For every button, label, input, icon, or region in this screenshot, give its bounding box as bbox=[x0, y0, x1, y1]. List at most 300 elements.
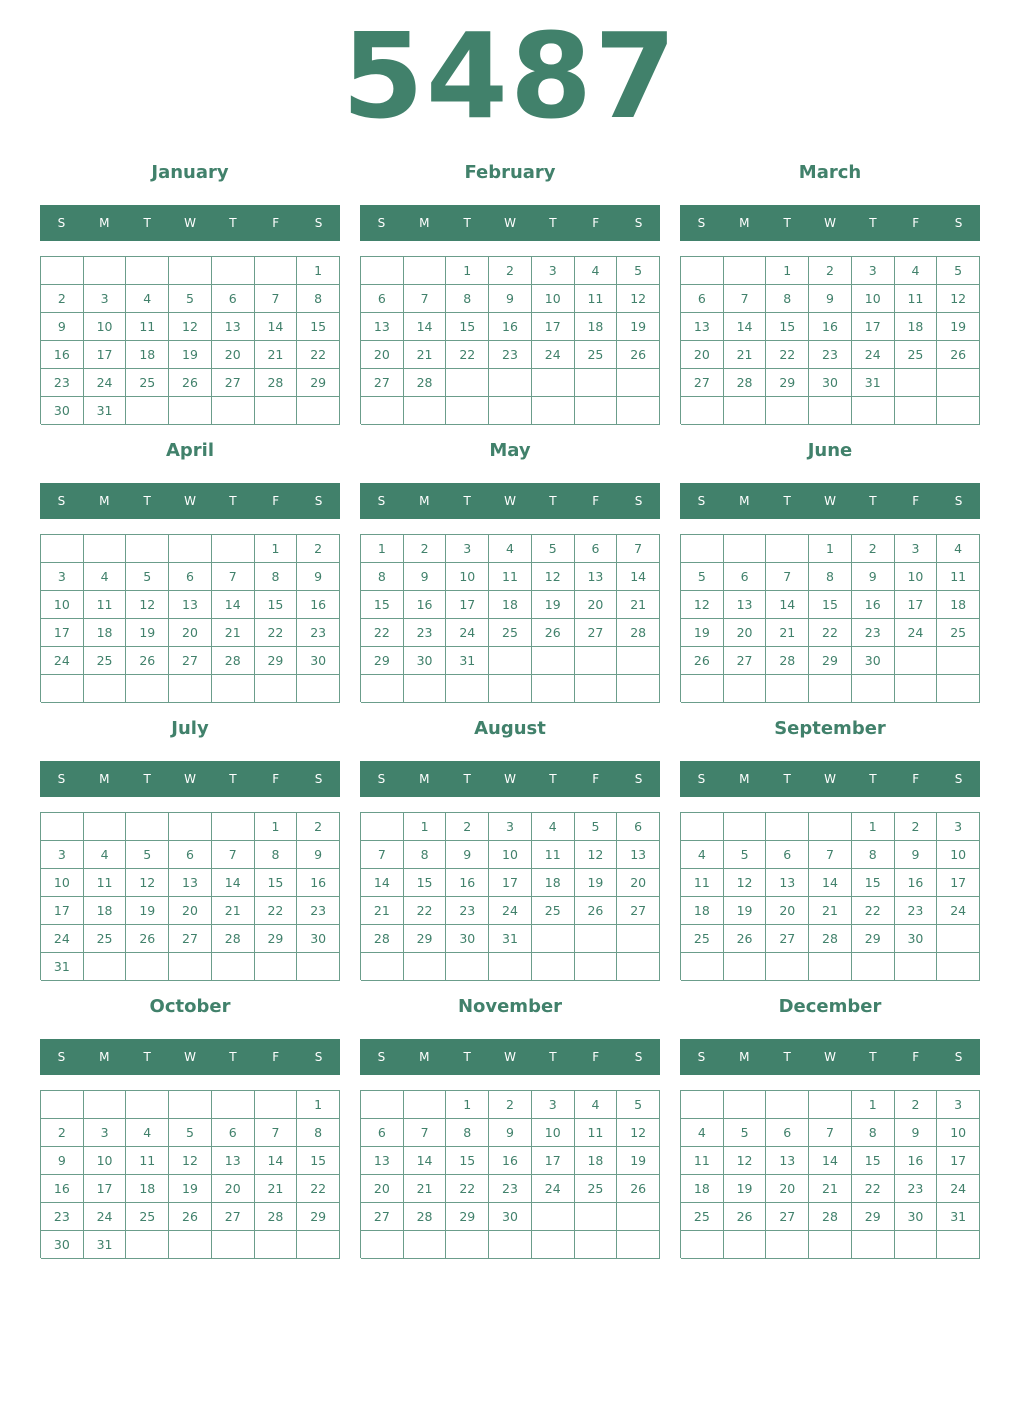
day-cell[interactable]: 15 bbox=[446, 313, 489, 341]
day-cell[interactable]: 5 bbox=[169, 1119, 212, 1147]
day-cell[interactable]: 21 bbox=[255, 1175, 298, 1203]
day-cell[interactable]: 5 bbox=[617, 257, 660, 285]
day-cell[interactable]: 22 bbox=[297, 1175, 340, 1203]
day-cell[interactable]: 18 bbox=[84, 619, 127, 647]
day-cell[interactable]: 9 bbox=[41, 313, 84, 341]
day-cell[interactable]: 19 bbox=[724, 897, 767, 925]
day-cell[interactable]: 3 bbox=[895, 535, 938, 563]
day-cell[interactable]: 26 bbox=[169, 369, 212, 397]
day-cell[interactable]: 18 bbox=[895, 313, 938, 341]
day-cell[interactable]: 18 bbox=[575, 313, 618, 341]
day-cell[interactable]: 3 bbox=[532, 257, 575, 285]
day-cell[interactable]: 7 bbox=[404, 1119, 447, 1147]
day-cell[interactable]: 28 bbox=[255, 1203, 298, 1231]
day-cell[interactable]: 12 bbox=[617, 285, 660, 313]
day-cell[interactable]: 21 bbox=[212, 619, 255, 647]
day-cell[interactable]: 12 bbox=[617, 1119, 660, 1147]
day-cell[interactable]: 14 bbox=[212, 869, 255, 897]
day-cell[interactable]: 15 bbox=[852, 869, 895, 897]
day-cell[interactable]: 14 bbox=[361, 869, 404, 897]
day-cell[interactable]: 7 bbox=[404, 285, 447, 313]
day-cell[interactable]: 17 bbox=[937, 869, 980, 897]
day-cell[interactable]: 5 bbox=[681, 563, 724, 591]
day-cell[interactable]: 28 bbox=[361, 925, 404, 953]
day-cell[interactable]: 12 bbox=[169, 1147, 212, 1175]
day-cell[interactable]: 29 bbox=[446, 1203, 489, 1231]
day-cell[interactable]: 31 bbox=[41, 953, 84, 981]
day-cell[interactable]: 13 bbox=[766, 1147, 809, 1175]
day-cell[interactable]: 1 bbox=[766, 257, 809, 285]
day-cell[interactable]: 30 bbox=[41, 397, 84, 425]
day-cell[interactable]: 26 bbox=[126, 925, 169, 953]
day-cell[interactable]: 5 bbox=[724, 841, 767, 869]
day-cell[interactable]: 8 bbox=[404, 841, 447, 869]
day-cell[interactable]: 13 bbox=[212, 1147, 255, 1175]
day-cell[interactable]: 16 bbox=[895, 869, 938, 897]
day-cell[interactable]: 3 bbox=[41, 563, 84, 591]
day-cell[interactable]: 9 bbox=[404, 563, 447, 591]
day-cell[interactable]: 26 bbox=[532, 619, 575, 647]
day-cell[interactable]: 21 bbox=[404, 1175, 447, 1203]
day-cell[interactable]: 30 bbox=[297, 647, 340, 675]
day-cell[interactable]: 4 bbox=[532, 813, 575, 841]
day-cell[interactable]: 14 bbox=[212, 591, 255, 619]
day-cell[interactable]: 22 bbox=[255, 619, 298, 647]
day-cell[interactable]: 28 bbox=[766, 647, 809, 675]
day-cell[interactable]: 13 bbox=[169, 869, 212, 897]
day-cell[interactable]: 28 bbox=[404, 369, 447, 397]
day-cell[interactable]: 8 bbox=[809, 563, 852, 591]
day-cell[interactable]: 11 bbox=[681, 869, 724, 897]
day-cell[interactable]: 7 bbox=[212, 563, 255, 591]
day-cell[interactable]: 14 bbox=[404, 1147, 447, 1175]
day-cell[interactable]: 16 bbox=[404, 591, 447, 619]
day-cell[interactable]: 17 bbox=[41, 897, 84, 925]
day-cell[interactable]: 1 bbox=[446, 1091, 489, 1119]
day-cell[interactable]: 17 bbox=[84, 1175, 127, 1203]
day-cell[interactable]: 19 bbox=[126, 619, 169, 647]
day-cell[interactable]: 21 bbox=[766, 619, 809, 647]
day-cell[interactable]: 20 bbox=[169, 619, 212, 647]
day-cell[interactable]: 10 bbox=[852, 285, 895, 313]
day-cell[interactable]: 29 bbox=[852, 925, 895, 953]
day-cell[interactable]: 17 bbox=[852, 313, 895, 341]
day-cell[interactable]: 29 bbox=[766, 369, 809, 397]
day-cell[interactable]: 29 bbox=[297, 369, 340, 397]
day-cell[interactable]: 25 bbox=[575, 341, 618, 369]
day-cell[interactable]: 26 bbox=[724, 1203, 767, 1231]
day-cell[interactable]: 10 bbox=[41, 869, 84, 897]
day-cell[interactable]: 20 bbox=[681, 341, 724, 369]
day-cell[interactable]: 19 bbox=[937, 313, 980, 341]
day-cell[interactable]: 13 bbox=[617, 841, 660, 869]
day-cell[interactable]: 18 bbox=[681, 897, 724, 925]
day-cell[interactable]: 9 bbox=[297, 563, 340, 591]
day-cell[interactable]: 5 bbox=[126, 841, 169, 869]
day-cell[interactable]: 25 bbox=[489, 619, 532, 647]
day-cell[interactable]: 21 bbox=[404, 341, 447, 369]
day-cell[interactable]: 13 bbox=[169, 591, 212, 619]
day-cell[interactable]: 6 bbox=[169, 841, 212, 869]
day-cell[interactable]: 25 bbox=[937, 619, 980, 647]
day-cell[interactable]: 11 bbox=[126, 313, 169, 341]
day-cell[interactable]: 11 bbox=[575, 1119, 618, 1147]
day-cell[interactable]: 2 bbox=[809, 257, 852, 285]
day-cell[interactable]: 18 bbox=[84, 897, 127, 925]
day-cell[interactable]: 9 bbox=[809, 285, 852, 313]
day-cell[interactable]: 2 bbox=[446, 813, 489, 841]
day-cell[interactable]: 31 bbox=[446, 647, 489, 675]
day-cell[interactable]: 18 bbox=[937, 591, 980, 619]
day-cell[interactable]: 2 bbox=[404, 535, 447, 563]
day-cell[interactable]: 27 bbox=[361, 369, 404, 397]
day-cell[interactable]: 6 bbox=[169, 563, 212, 591]
day-cell[interactable]: 20 bbox=[766, 897, 809, 925]
day-cell[interactable]: 14 bbox=[255, 313, 298, 341]
day-cell[interactable]: 4 bbox=[681, 841, 724, 869]
day-cell[interactable]: 16 bbox=[489, 1147, 532, 1175]
day-cell[interactable]: 24 bbox=[446, 619, 489, 647]
day-cell[interactable]: 6 bbox=[212, 1119, 255, 1147]
day-cell[interactable]: 13 bbox=[212, 313, 255, 341]
day-cell[interactable]: 2 bbox=[489, 1091, 532, 1119]
day-cell[interactable]: 22 bbox=[446, 341, 489, 369]
day-cell[interactable]: 26 bbox=[724, 925, 767, 953]
day-cell[interactable]: 23 bbox=[41, 1203, 84, 1231]
day-cell[interactable]: 14 bbox=[255, 1147, 298, 1175]
day-cell[interactable]: 24 bbox=[41, 925, 84, 953]
day-cell[interactable]: 20 bbox=[361, 341, 404, 369]
day-cell[interactable]: 18 bbox=[575, 1147, 618, 1175]
day-cell[interactable]: 15 bbox=[297, 1147, 340, 1175]
day-cell[interactable]: 2 bbox=[489, 257, 532, 285]
day-cell[interactable]: 30 bbox=[404, 647, 447, 675]
day-cell[interactable]: 26 bbox=[617, 1175, 660, 1203]
day-cell[interactable]: 12 bbox=[681, 591, 724, 619]
day-cell[interactable]: 5 bbox=[617, 1091, 660, 1119]
day-cell[interactable]: 25 bbox=[126, 1203, 169, 1231]
day-cell[interactable]: 2 bbox=[297, 535, 340, 563]
day-cell[interactable]: 21 bbox=[617, 591, 660, 619]
day-cell[interactable]: 29 bbox=[809, 647, 852, 675]
day-cell[interactable]: 22 bbox=[852, 897, 895, 925]
day-cell[interactable]: 4 bbox=[575, 1091, 618, 1119]
day-cell[interactable]: 19 bbox=[617, 313, 660, 341]
day-cell[interactable]: 11 bbox=[126, 1147, 169, 1175]
day-cell[interactable]: 23 bbox=[895, 1175, 938, 1203]
day-cell[interactable]: 29 bbox=[297, 1203, 340, 1231]
day-cell[interactable]: 20 bbox=[169, 897, 212, 925]
day-cell[interactable]: 7 bbox=[361, 841, 404, 869]
day-cell[interactable]: 31 bbox=[489, 925, 532, 953]
day-cell[interactable]: 3 bbox=[446, 535, 489, 563]
day-cell[interactable]: 29 bbox=[255, 925, 298, 953]
day-cell[interactable]: 29 bbox=[404, 925, 447, 953]
day-cell[interactable]: 28 bbox=[404, 1203, 447, 1231]
day-cell[interactable]: 9 bbox=[895, 1119, 938, 1147]
day-cell[interactable]: 15 bbox=[809, 591, 852, 619]
day-cell[interactable]: 6 bbox=[766, 841, 809, 869]
day-cell[interactable]: 19 bbox=[724, 1175, 767, 1203]
day-cell[interactable]: 25 bbox=[895, 341, 938, 369]
day-cell[interactable]: 13 bbox=[724, 591, 767, 619]
day-cell[interactable]: 8 bbox=[255, 563, 298, 591]
day-cell[interactable]: 30 bbox=[297, 925, 340, 953]
day-cell[interactable]: 11 bbox=[84, 869, 127, 897]
day-cell[interactable]: 16 bbox=[809, 313, 852, 341]
day-cell[interactable]: 11 bbox=[937, 563, 980, 591]
day-cell[interactable]: 27 bbox=[361, 1203, 404, 1231]
day-cell[interactable]: 24 bbox=[852, 341, 895, 369]
day-cell[interactable]: 7 bbox=[724, 285, 767, 313]
day-cell[interactable]: 8 bbox=[361, 563, 404, 591]
day-cell[interactable]: 6 bbox=[766, 1119, 809, 1147]
day-cell[interactable]: 3 bbox=[489, 813, 532, 841]
day-cell[interactable]: 17 bbox=[532, 1147, 575, 1175]
day-cell[interactable]: 8 bbox=[446, 1119, 489, 1147]
day-cell[interactable]: 7 bbox=[809, 841, 852, 869]
day-cell[interactable]: 1 bbox=[297, 257, 340, 285]
day-cell[interactable]: 12 bbox=[724, 869, 767, 897]
day-cell[interactable]: 20 bbox=[575, 591, 618, 619]
day-cell[interactable]: 30 bbox=[41, 1231, 84, 1259]
day-cell[interactable]: 21 bbox=[361, 897, 404, 925]
day-cell[interactable]: 21 bbox=[809, 1175, 852, 1203]
day-cell[interactable]: 18 bbox=[681, 1175, 724, 1203]
day-cell[interactable]: 24 bbox=[937, 1175, 980, 1203]
day-cell[interactable]: 12 bbox=[724, 1147, 767, 1175]
day-cell[interactable]: 5 bbox=[724, 1119, 767, 1147]
day-cell[interactable]: 1 bbox=[255, 535, 298, 563]
day-cell[interactable]: 21 bbox=[809, 897, 852, 925]
day-cell[interactable]: 1 bbox=[255, 813, 298, 841]
day-cell[interactable]: 11 bbox=[895, 285, 938, 313]
day-cell[interactable]: 5 bbox=[532, 535, 575, 563]
day-cell[interactable]: 15 bbox=[255, 591, 298, 619]
day-cell[interactable]: 31 bbox=[84, 397, 127, 425]
day-cell[interactable]: 1 bbox=[446, 257, 489, 285]
day-cell[interactable]: 21 bbox=[212, 897, 255, 925]
day-cell[interactable]: 11 bbox=[575, 285, 618, 313]
day-cell[interactable]: 17 bbox=[895, 591, 938, 619]
day-cell[interactable]: 12 bbox=[532, 563, 575, 591]
day-cell[interactable]: 10 bbox=[895, 563, 938, 591]
day-cell[interactable]: 2 bbox=[895, 1091, 938, 1119]
day-cell[interactable]: 2 bbox=[41, 1119, 84, 1147]
day-cell[interactable]: 23 bbox=[446, 897, 489, 925]
day-cell[interactable]: 8 bbox=[852, 841, 895, 869]
day-cell[interactable]: 30 bbox=[895, 925, 938, 953]
day-cell[interactable]: 25 bbox=[84, 925, 127, 953]
day-cell[interactable]: 20 bbox=[361, 1175, 404, 1203]
day-cell[interactable]: 16 bbox=[297, 869, 340, 897]
day-cell[interactable]: 25 bbox=[681, 925, 724, 953]
day-cell[interactable]: 17 bbox=[489, 869, 532, 897]
day-cell[interactable]: 4 bbox=[84, 841, 127, 869]
day-cell[interactable]: 16 bbox=[895, 1147, 938, 1175]
day-cell[interactable]: 20 bbox=[766, 1175, 809, 1203]
day-cell[interactable]: 31 bbox=[84, 1231, 127, 1259]
day-cell[interactable]: 13 bbox=[361, 313, 404, 341]
day-cell[interactable]: 20 bbox=[212, 1175, 255, 1203]
day-cell[interactable]: 8 bbox=[297, 285, 340, 313]
day-cell[interactable]: 9 bbox=[41, 1147, 84, 1175]
day-cell[interactable]: 22 bbox=[766, 341, 809, 369]
day-cell[interactable]: 14 bbox=[809, 1147, 852, 1175]
day-cell[interactable]: 27 bbox=[575, 619, 618, 647]
day-cell[interactable]: 16 bbox=[297, 591, 340, 619]
day-cell[interactable]: 30 bbox=[895, 1203, 938, 1231]
day-cell[interactable]: 28 bbox=[809, 925, 852, 953]
day-cell[interactable]: 27 bbox=[212, 369, 255, 397]
day-cell[interactable]: 4 bbox=[126, 1119, 169, 1147]
day-cell[interactable]: 19 bbox=[575, 869, 618, 897]
day-cell[interactable]: 25 bbox=[575, 1175, 618, 1203]
day-cell[interactable]: 25 bbox=[532, 897, 575, 925]
day-cell[interactable]: 6 bbox=[681, 285, 724, 313]
day-cell[interactable]: 12 bbox=[575, 841, 618, 869]
day-cell[interactable]: 10 bbox=[532, 1119, 575, 1147]
day-cell[interactable]: 27 bbox=[169, 647, 212, 675]
day-cell[interactable]: 24 bbox=[895, 619, 938, 647]
day-cell[interactable]: 6 bbox=[724, 563, 767, 591]
day-cell[interactable]: 17 bbox=[446, 591, 489, 619]
day-cell[interactable]: 5 bbox=[575, 813, 618, 841]
day-cell[interactable]: 29 bbox=[361, 647, 404, 675]
day-cell[interactable]: 9 bbox=[489, 1119, 532, 1147]
day-cell[interactable]: 10 bbox=[489, 841, 532, 869]
day-cell[interactable]: 23 bbox=[489, 1175, 532, 1203]
day-cell[interactable]: 30 bbox=[446, 925, 489, 953]
day-cell[interactable]: 13 bbox=[766, 869, 809, 897]
day-cell[interactable]: 19 bbox=[169, 1175, 212, 1203]
day-cell[interactable]: 20 bbox=[212, 341, 255, 369]
day-cell[interactable]: 7 bbox=[255, 1119, 298, 1147]
day-cell[interactable]: 14 bbox=[404, 313, 447, 341]
day-cell[interactable]: 20 bbox=[724, 619, 767, 647]
day-cell[interactable]: 12 bbox=[937, 285, 980, 313]
day-cell[interactable]: 26 bbox=[617, 341, 660, 369]
day-cell[interactable]: 12 bbox=[126, 869, 169, 897]
day-cell[interactable]: 11 bbox=[84, 591, 127, 619]
day-cell[interactable]: 27 bbox=[169, 925, 212, 953]
day-cell[interactable]: 15 bbox=[297, 313, 340, 341]
day-cell[interactable]: 1 bbox=[809, 535, 852, 563]
day-cell[interactable]: 27 bbox=[766, 925, 809, 953]
day-cell[interactable]: 6 bbox=[361, 1119, 404, 1147]
day-cell[interactable]: 13 bbox=[361, 1147, 404, 1175]
day-cell[interactable]: 8 bbox=[766, 285, 809, 313]
day-cell[interactable]: 24 bbox=[84, 1203, 127, 1231]
day-cell[interactable]: 14 bbox=[809, 869, 852, 897]
day-cell[interactable]: 22 bbox=[297, 341, 340, 369]
day-cell[interactable]: 27 bbox=[617, 897, 660, 925]
day-cell[interactable]: 10 bbox=[84, 1147, 127, 1175]
day-cell[interactable]: 12 bbox=[126, 591, 169, 619]
day-cell[interactable]: 14 bbox=[724, 313, 767, 341]
day-cell[interactable]: 30 bbox=[809, 369, 852, 397]
day-cell[interactable]: 6 bbox=[361, 285, 404, 313]
day-cell[interactable]: 30 bbox=[852, 647, 895, 675]
day-cell[interactable]: 23 bbox=[809, 341, 852, 369]
day-cell[interactable]: 19 bbox=[681, 619, 724, 647]
day-cell[interactable]: 11 bbox=[489, 563, 532, 591]
day-cell[interactable]: 1 bbox=[852, 813, 895, 841]
day-cell[interactable]: 4 bbox=[937, 535, 980, 563]
day-cell[interactable]: 4 bbox=[575, 257, 618, 285]
day-cell[interactable]: 3 bbox=[852, 257, 895, 285]
day-cell[interactable]: 23 bbox=[895, 897, 938, 925]
day-cell[interactable]: 14 bbox=[617, 563, 660, 591]
day-cell[interactable]: 24 bbox=[489, 897, 532, 925]
day-cell[interactable]: 13 bbox=[681, 313, 724, 341]
day-cell[interactable]: 24 bbox=[937, 897, 980, 925]
day-cell[interactable]: 1 bbox=[852, 1091, 895, 1119]
day-cell[interactable]: 8 bbox=[297, 1119, 340, 1147]
day-cell[interactable]: 5 bbox=[937, 257, 980, 285]
day-cell[interactable]: 4 bbox=[84, 563, 127, 591]
day-cell[interactable]: 15 bbox=[404, 869, 447, 897]
day-cell[interactable]: 17 bbox=[937, 1147, 980, 1175]
day-cell[interactable]: 3 bbox=[937, 813, 980, 841]
day-cell[interactable]: 19 bbox=[532, 591, 575, 619]
day-cell[interactable]: 4 bbox=[126, 285, 169, 313]
day-cell[interactable]: 10 bbox=[446, 563, 489, 591]
day-cell[interactable]: 10 bbox=[84, 313, 127, 341]
day-cell[interactable]: 27 bbox=[724, 647, 767, 675]
day-cell[interactable]: 25 bbox=[126, 369, 169, 397]
day-cell[interactable]: 29 bbox=[255, 647, 298, 675]
day-cell[interactable]: 2 bbox=[895, 813, 938, 841]
day-cell[interactable]: 4 bbox=[895, 257, 938, 285]
day-cell[interactable]: 23 bbox=[852, 619, 895, 647]
day-cell[interactable]: 28 bbox=[212, 925, 255, 953]
day-cell[interactable]: 3 bbox=[41, 841, 84, 869]
day-cell[interactable]: 27 bbox=[212, 1203, 255, 1231]
day-cell[interactable]: 6 bbox=[617, 813, 660, 841]
day-cell[interactable]: 27 bbox=[681, 369, 724, 397]
day-cell[interactable]: 22 bbox=[255, 897, 298, 925]
day-cell[interactable]: 28 bbox=[724, 369, 767, 397]
day-cell[interactable]: 23 bbox=[404, 619, 447, 647]
day-cell[interactable]: 15 bbox=[361, 591, 404, 619]
day-cell[interactable]: 18 bbox=[532, 869, 575, 897]
day-cell[interactable]: 4 bbox=[489, 535, 532, 563]
day-cell[interactable]: 10 bbox=[532, 285, 575, 313]
day-cell[interactable]: 15 bbox=[446, 1147, 489, 1175]
day-cell[interactable]: 23 bbox=[489, 341, 532, 369]
day-cell[interactable]: 7 bbox=[766, 563, 809, 591]
day-cell[interactable]: 25 bbox=[84, 647, 127, 675]
day-cell[interactable]: 25 bbox=[681, 1203, 724, 1231]
day-cell[interactable]: 1 bbox=[404, 813, 447, 841]
day-cell[interactable]: 18 bbox=[126, 341, 169, 369]
day-cell[interactable]: 26 bbox=[575, 897, 618, 925]
day-cell[interactable]: 6 bbox=[212, 285, 255, 313]
day-cell[interactable]: 11 bbox=[681, 1147, 724, 1175]
day-cell[interactable]: 1 bbox=[297, 1091, 340, 1119]
day-cell[interactable]: 24 bbox=[41, 647, 84, 675]
day-cell[interactable]: 8 bbox=[255, 841, 298, 869]
day-cell[interactable]: 24 bbox=[532, 341, 575, 369]
day-cell[interactable]: 16 bbox=[41, 341, 84, 369]
day-cell[interactable]: 1 bbox=[361, 535, 404, 563]
day-cell[interactable]: 30 bbox=[489, 1203, 532, 1231]
day-cell[interactable]: 11 bbox=[532, 841, 575, 869]
day-cell[interactable]: 18 bbox=[126, 1175, 169, 1203]
day-cell[interactable]: 16 bbox=[489, 313, 532, 341]
day-cell[interactable]: 18 bbox=[489, 591, 532, 619]
